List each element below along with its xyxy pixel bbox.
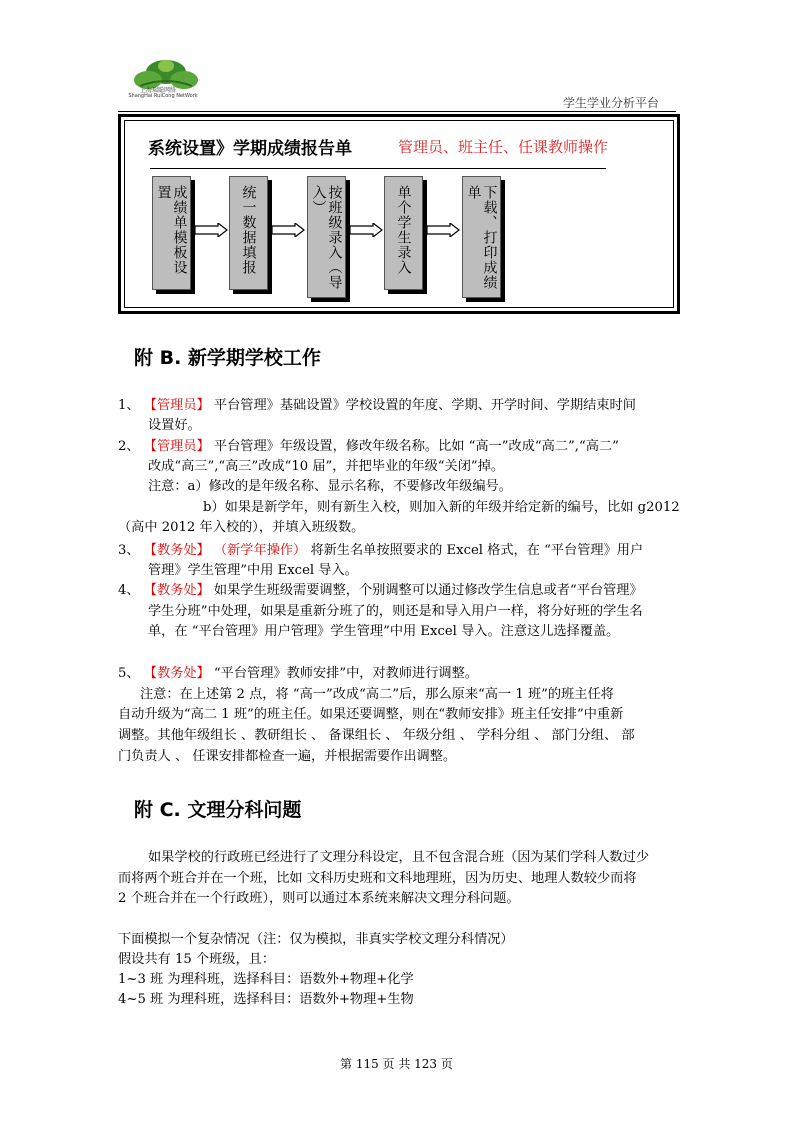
flow-roles: 管理员、班主任、任课教师操作	[398, 138, 609, 156]
item-5-note3: 调整。其他年级组长 、教研组长 、 备课组长 、 年级分组 、 学科分组 、 部门分组、 部	[118, 728, 635, 743]
item-5-note4: 门负责人 、 任课安排都检查一遍，并根据需要作出调整。	[118, 749, 457, 764]
item-text: “平台管理》教师安排”中，对教师进行调整。	[213, 666, 478, 681]
item-text: 平台管理》基础设置》学校设置的年度、学期、开学时间、学期结束时间	[213, 398, 636, 413]
section-c-heading: 附 C. 文理分科问题	[134, 799, 302, 821]
item-1	[118, 396, 636, 416]
section-c-para2: 而将两个班合并在一个班，比如 文科历史班和文科地理班，因为历史、地理人数较少而将	[118, 871, 637, 886]
item-2-cont: 改成“高三”,“高三”改成“10 届”，并把毕业的年级“关闭”掉。	[148, 459, 505, 474]
item-number: 4、	[118, 583, 140, 598]
section-c-para3: 2 个班合并在一个行政班），则可以通过本系统来解决文理分科问题。	[118, 891, 520, 906]
section-b-heading: 附 B. 新学期学校工作	[134, 347, 321, 369]
item-4-cont2: 单，在 “平台管理》用户管理》学生管理”中用 Excel 导入。注意这儿选择覆盖。	[148, 624, 620, 639]
arrow-right-icon	[426, 223, 460, 237]
flow-step-label: 按班级录入（导入）	[310, 185, 343, 290]
flow-step-label: 下载、打印成绩单	[465, 185, 498, 290]
item-3-cont: 管理》学生管理”中用 Excel 导入。	[148, 563, 358, 578]
arrow-right-icon	[271, 223, 305, 237]
operation-tag: （新学年操作）	[213, 543, 307, 558]
item-2-note-a: 注意：a）修改的是年级名称、显示名称，不要修改年级编号。	[148, 479, 512, 494]
item-5-note2: 自动升级为“高二 1 班”的班主任。如果还要调整，则在“教师安排》班主任安排”中重新	[118, 707, 624, 722]
flow-title: 系统设置》学期成绩报告单	[148, 139, 352, 159]
role-tag: 【教务处】	[143, 543, 210, 558]
item-2	[118, 437, 619, 457]
role-tag: 【管理员】	[143, 398, 210, 413]
section-c-line2: 假设共有 15 个班级，且：	[118, 952, 276, 967]
flow-step-5	[462, 176, 501, 298]
arrow-right-icon	[349, 223, 383, 237]
role-tag: 【管理员】	[143, 439, 210, 454]
item-number: 2、	[118, 439, 140, 454]
section-c-line1: 下面模拟一个复杂情况（注：仅为模拟，非真实学校文理分科情况）	[118, 932, 514, 947]
flow-step-label: 统一数据填报	[240, 185, 257, 275]
section-c-para1: 如果学校的行政班已经进行了文理分科设定，且不包含混合班（因为某们学科人数过少	[148, 850, 650, 865]
item-number: 3、	[118, 543, 140, 558]
section-c-line3: 1~3 班 为理科班，选择科目：语数外+物理+化学	[118, 972, 414, 987]
header-rule	[118, 111, 676, 112]
flow-step-3	[307, 176, 346, 298]
role-tag: 【教务处】	[143, 583, 210, 598]
logo-text-cn: 上海瑞聪网络	[140, 87, 177, 94]
logo-text-en: ShangHai RuiCong NetWork	[128, 93, 198, 99]
item-number: 5、	[118, 666, 140, 681]
item-text: 如果学生班级需要调整，个别调整可以通过修改学生信息或者“平台管理》	[213, 583, 643, 598]
item-2-note-b2: （高中 2012 年入校的），并填入班级数。	[118, 520, 365, 535]
logo-icon	[130, 58, 202, 110]
flow-step-2	[229, 176, 268, 290]
platform-title: 学生学业分析平台	[563, 96, 660, 110]
flow-step-1	[152, 176, 191, 290]
flow-step-label: 成绩单模板设置	[155, 185, 188, 275]
role-tag: 【教务处】	[143, 666, 210, 681]
section-c-line4: 4~5 班 为理科班，选择科目：语数外+物理+生物	[118, 992, 414, 1007]
item-text: 将新生名单按照要求的 Excel 格式，在 “平台管理》用户	[310, 543, 644, 558]
flow-step-label: 单个学生录入	[395, 185, 412, 275]
flow-title-rule	[150, 168, 606, 169]
item-text: 平台管理》年级设置，修改年级名称。比如 “高一”改成“高二”,“高二”	[213, 439, 619, 454]
item-5	[118, 664, 478, 684]
item-2-note-b: b）如果是新学年，则有新生入校，则加入新的年级并给定新的编号，比如 g2012	[203, 500, 680, 515]
item-4-cont1: 学生分班”中处理，如果是重新分班了的，则还是和导入用户一样，将分好班的学生名	[148, 604, 643, 619]
item-4	[118, 581, 643, 601]
item-number: 1、	[118, 398, 140, 413]
arrow-right-icon	[194, 223, 228, 237]
item-3	[118, 541, 643, 561]
item-5-note1: 注意：在上述第 2 点，将 “高一”改成“高二”后，那么原来“高一 1 班”的班主任将	[140, 687, 614, 702]
item-1-cont: 设置好。	[148, 418, 201, 433]
page-number: 第 115 页 共 123 页	[340, 1057, 453, 1071]
flow-step-4	[384, 176, 423, 290]
